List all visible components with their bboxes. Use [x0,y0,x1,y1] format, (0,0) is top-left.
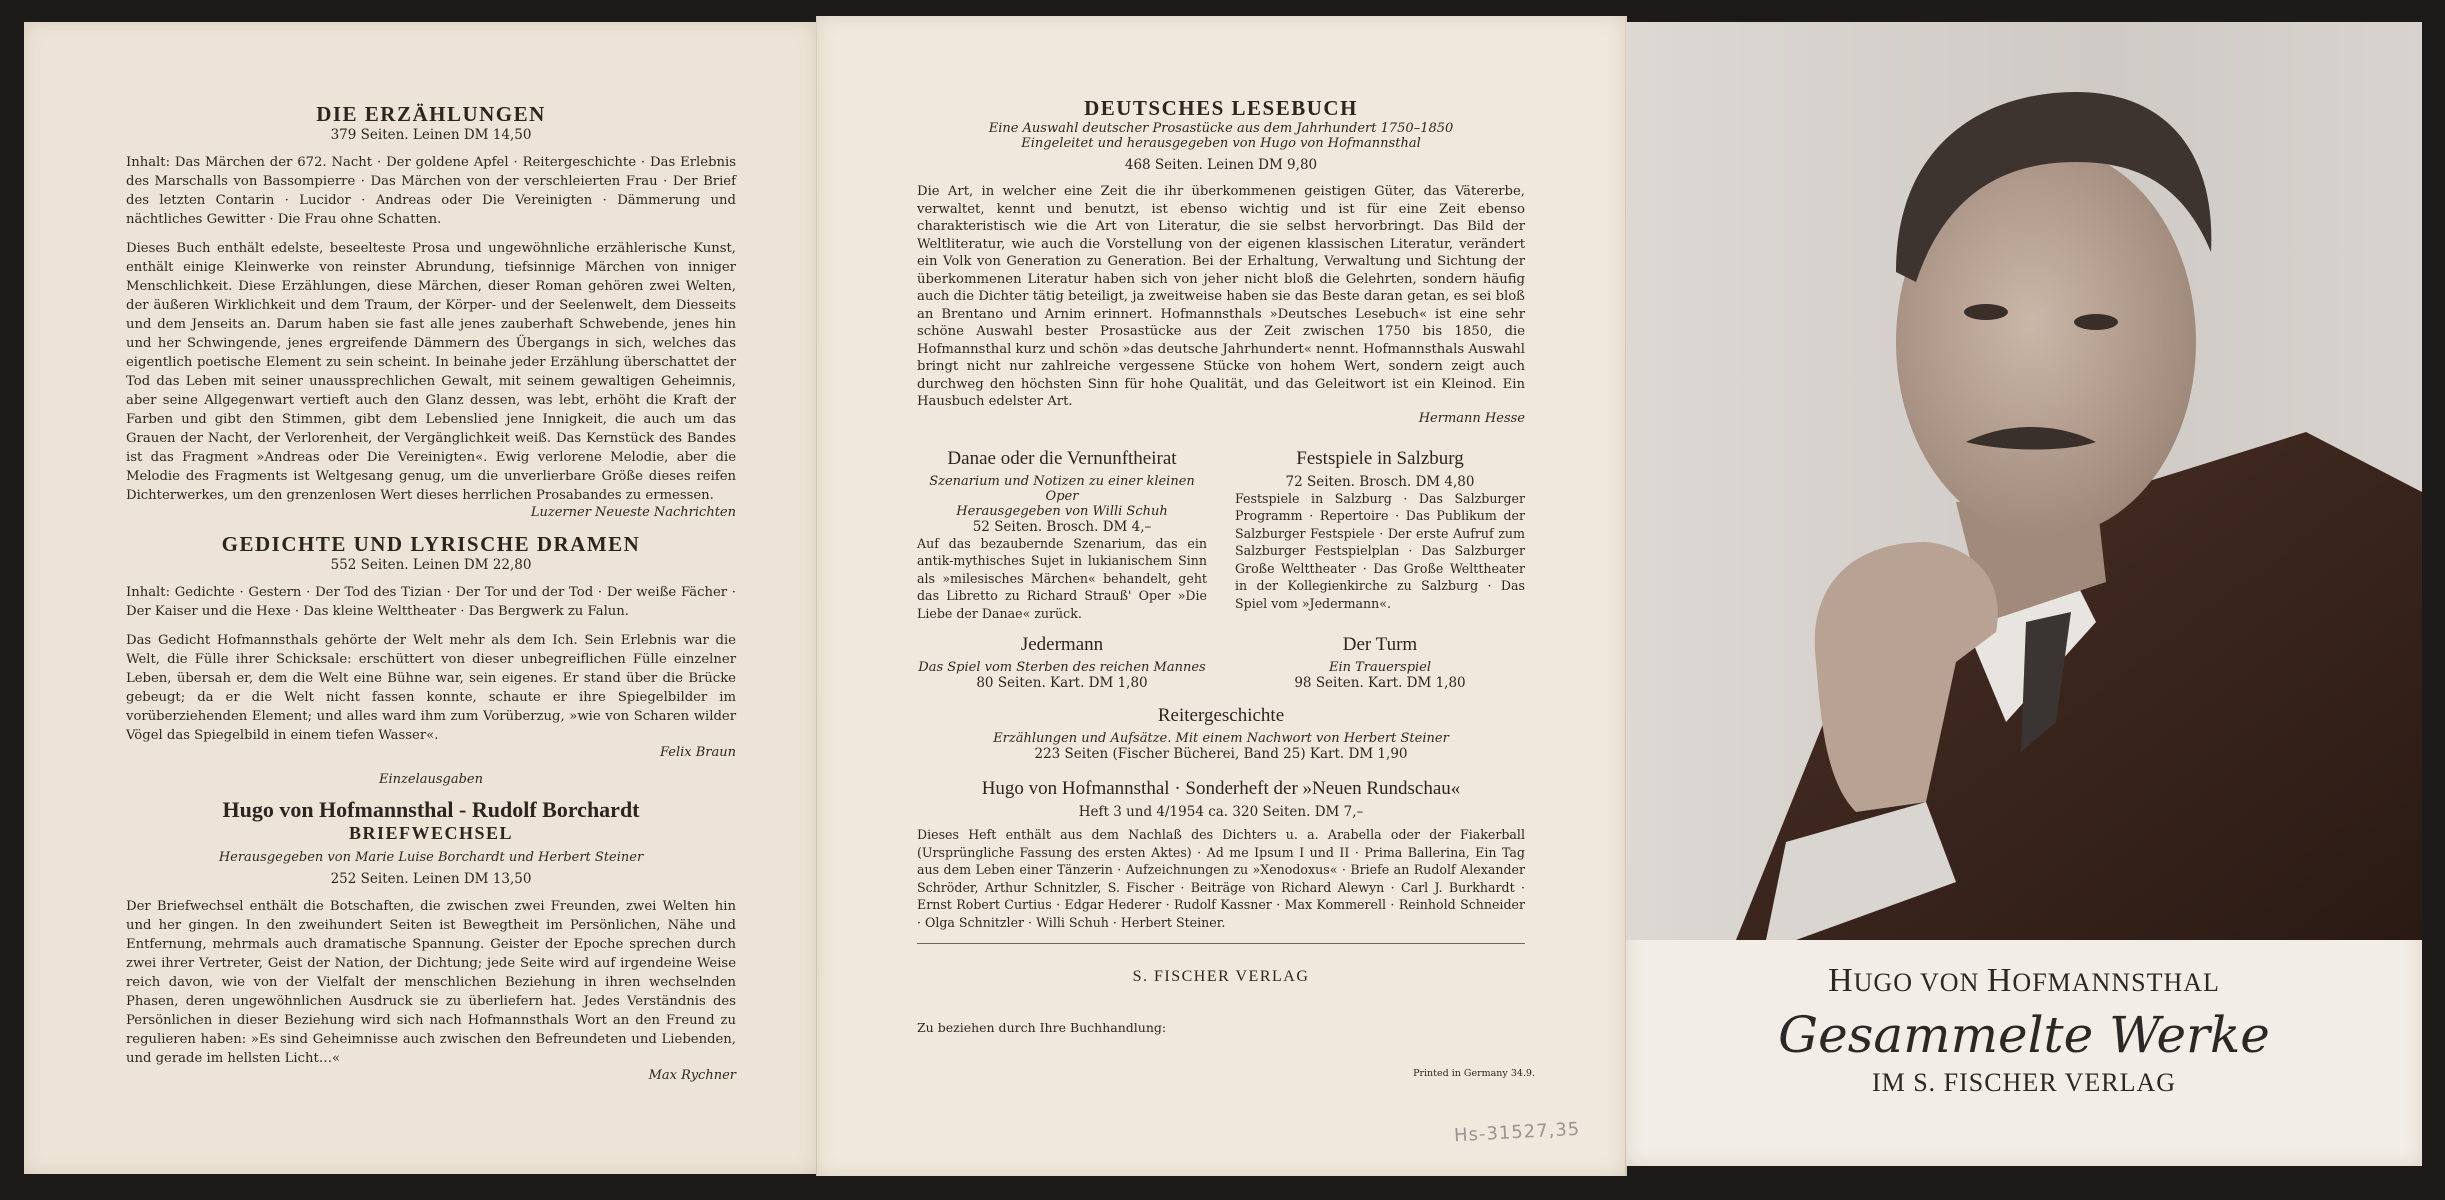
danae-sub2: Herausgegeben von Willi Schuh [956,503,1168,519]
author-initial-2: H [1986,962,2013,999]
jedermann-title: Jedermann [1020,634,1104,655]
author-part-1: UGO VON [1853,968,1987,997]
briefwechsel-review: Der Briefwechsel enthält die Botschaften, die zwischen zwei Freunden, zwei Welten hin und her gingen. In den zweihundert Seiten ist Bewegtheit im Persönlichen, Nähe und Entfernung, mehrmals auch dramatische Spannung. Geister der Epoche sprechen durch zwei ihrer Vertreter, Geist der Nation, der Dichtung; jede Seite wird auf irgendeine Weise reich davon, wie von der Vielfalt der menschlichen Beziehung in ihren wechselnden Phasen, deren ungewöhnlichen Ausdruck sie zu überliefern hat. Jedes Verständnis des Persönlichen in dieser Beziehung wird sich nach Hofmannsthals Wort an den Freund zu regulieren haben: »Es sind Geheimnisse auch zwischen den Befreundeten und Liebenden, und gerade im hellsten Licht…« [126,899,736,1066]
portrait-illustration [1626,22,2422,940]
danae-sub1: Szenarium und Notizen zu einer kleinen Oper [929,473,1195,504]
cover-title-block [1626,962,2422,1098]
reiter-item [917,705,1525,762]
danae-meta: 52 Seiten. Brosch. DM 4,– [972,518,1152,535]
gedichte-section [126,532,736,760]
author-part-2: OFMANNSTHAL [2012,968,2220,997]
shelfmark: Hs-31527,35 [1453,1118,1581,1147]
printed-note: Printed in Germany 34.9. [1413,1068,1535,1079]
erzaehlungen-source: Luzerner Neueste Nachrichten [530,505,736,520]
works-row-1 [917,448,1525,623]
lesebuch-source: Hermann Hesse [1418,410,1525,426]
jedermann-item [917,634,1207,691]
reiter-sub: Erzählungen und Aufsätze. Mit einem Nachwort von Herbert Steiner [993,731,1449,746]
sonderheft-item [917,778,1525,931]
danae-text: Auf das bezaubernde Szenarium, das ein antik-mythisches Sujet in lukianischem Sinn als »milesisches Märchen« behandelt, geht das Libretto zu Richard Strauß' Oper »Die Liebe der Danae« zurück. [917,535,1207,621]
buy-note: Zu beziehen durch Ihre Buchhandlung: [917,1020,1167,1035]
turm-meta: 98 Seiten. Kart. DM 1,80 [1294,675,1466,691]
collection-title: Gesammelte Werke [1778,1006,2270,1064]
reiter-meta: 223 Seiten (Fischer Bücherei, Band 25) Kart. DM 1,90 [1034,746,1408,762]
sonderheft-meta: Heft 3 und 4/1954 ca. 320 Seiten. DM 7,– [1078,804,1364,820]
turm-sub: Ein Trauerspiel [1328,660,1432,675]
festspiele-meta: 72 Seiten. Brosch. DM 4,80 [1285,473,1475,490]
lesebuch-title: DEUTSCHES LESEBUCH [1084,96,1358,120]
festspiele-title: Festspiele in Salzburg [1296,447,1464,469]
danae-title: Danae oder die Vernunftheirat [947,447,1177,469]
erzaehlungen-title: DIE ERZÄHLUNGEN [316,102,546,126]
einzelausgaben-label: Einzelausgaben [379,772,483,787]
lesebuch-sub2: Eingeleitet und herausgegeben von Hugo von Hofmannsthal [1021,136,1421,151]
erzaehlungen-meta: 379 Seiten. Leinen DM 14,50 [330,127,532,143]
author-name [1626,962,2422,1000]
turm-title: Der Turm [1342,634,1418,655]
jedermann-meta: 80 Seiten. Kart. DM 1,80 [976,675,1148,691]
turm-item [1235,634,1525,691]
briefwechsel-editors: Herausgegeben von Marie Luise Borchardt und Herbert Steiner [218,850,644,865]
gedichte-review: Das Gedicht Hofmannsthals gehörte der Welt mehr als dem Ich. Sein Erlebnis war die Welt, die Fülle ihrer Schicksale: erschüttert von dieser unbegreiflichen Fülle einzelner Leben, übersah er, dem die Welt eine Bühne war, sein eigenes. Er stand über die Brücke gebeugt; da er die Welt nicht fassen konnte, schaute er ihre Spiegelbilder im vorüberziehenden Element; und alles ward ihm zum Vorüberzug, »wie von Scharen wilder Vögel das Spiegelbild in einem tiefen Wasser«. [126,633,736,743]
erzaehlungen-section [126,102,736,520]
reiter-title: Reitergeschichte [1157,705,1285,726]
gedichte-contents: Inhalt: Gedichte · Gestern · Der Tod des Tizian · Der Tor und der Tod · Der weiße Fächer · Der Kaiser und die Hexe · Das kleine Welttheater · Das Bergwerk zu Falun. [126,585,736,619]
gedichte-source: Felix Braun [659,745,736,760]
briefwechsel-meta: 252 Seiten. Leinen DM 13,50 [330,871,532,887]
danae-item [917,448,1207,623]
works-row-2 [917,634,1525,691]
sonderheft-title: Hugo von Hofmannsthal · Sonderheft der »Neuen Rundschau« [981,778,1461,799]
briefwechsel-subtitle: BRIEFWECHSEL [348,823,514,843]
erzaehlungen-review: Dieses Buch enthält edelste, beseeltestе Prosa und ungewöhnliche erzählerische Kunst, enthält einige Kleinwerke von reinster Abrundung, tiefsinnige Märchen von inniger Menschlichkeit. Diese Erzählungen, diese Märchen, dieser Roman gehören zwei Welten, der äußeren Wirklichkeit und dem Traum, der Körper- und der Seelenwelt, dem Diesseits und dem Jenseits an. Darum haben sie fast alle jenes zauberhaft Schwebende, jenes hin und her Schwingende, jenes ergreifende Dämmern des Übergangs in sich, welches das eigentlich poetische Element zu sein scheint. In beinahe jeder Erzählung überschattet der Tod das Leben mit seiner unausspreсhlichen Gewalt, mit seinem gewaltigen Geheimnis, aber seine Allgegenwart vertieft auch den Glanz dessen, was lebt, erhöht die Kraft der Farben und gibt den Stimmen, gibt dem Lebenslied jene Innigkeit, die auch um das Grauen der Nacht, der Verlorenheit, der Vergänglichkeit weiß. Das Kernstück des Bandes ist das Fragment »Andreas oder Die Vereinigten«. Ewig verlorene Melodie, aber die Melodie des Fragments ist Weltgesang genug, um die unverlierbare Größe dieses reifen Dichterwerkes, um den grenzenlosen Wert dieses herrlichen Prosabandes zu ermessen. [126,241,736,503]
sonderheft-text: Dieses Heft enthält aus dem Nachlaß des Dichters u. a. Arabella oder der Fiakerball (Ursprüngliche Fassung des ersten Aktes) · Ad me Ipsum I und II · Prima Ballerina, Ein Tag aus dem Leben einer Tänzerin · Aufzeichnungen zu »Xenodoxus« · Briefe an Rudolf Alexander Schröder, Arthur Schnitzler, S. Fischer · Beiträge von Richard Alewyn · Carl J. Burkhardt · Ernst Robert Curtius · Edgar Hederer · Rudolf Kassner · Max Kommerell · Reinhold Schneider · Olga Schnitzler · Willi Schuh · Herbert Steiner. [917,827,1525,930]
briefwechsel-source: Max Rychner [648,1068,736,1083]
portrait-photo [1626,22,2422,940]
lesebuch-meta: 468 Seiten. Leinen DM 9,80 [1124,157,1318,173]
einzelausgaben-section [126,772,736,1083]
lesebuch-review: Die Art, in welcher eine Zeit die ihr überkommenen geistigen Güter, das Vätererbe, verwaltet, kennt und benutzt, ist ebenso wichtig und ist für eine Zeit ebenso charakteristisch wie die Art von Literatur, die sie selbst hervorbringt. Das Bild der Weltliteratur, wie auch die Vorstellung von der eigenen klassischen Literatur, verändert ein Volk von Generation zu Generation. Bei der Erhaltung, Verwaltung und Sichtung der überkommenen Literatur haben sich von jeher nicht bloß die Gelehrten, sondern häufig auch die Dichter tätig beteiligt, ja zweitweise haben sie das Beste daran getan, es sei bloß an Brentano und Arnim erinnert. Hofmannsthals »Deutsches Lesebuch« ist eine sehr schöne Auswahl bester Prosastücke aus der Zeit zwischen 1750 bis 1850, die Hofmannsthal kurz und schön »das deutsche Jahrhundert« nennt. Hofmannsthals Auswahl bringt nicht nur zahlreiche vergessene Stücke von hohem Wert, sondern zeigt auch durchweg den höchsten Sinn für hohe Qualität, und das Geleitwort ist ein Kleinod. Ein Hausbuch edelster Art. [917,184,1525,409]
left-panel [24,22,816,1174]
divider [917,943,1525,944]
lesebuch-sub1: Eine Auswahl deutscher Prosastücke aus dem Jahrhundert 1750–1850 [988,121,1454,136]
gedichte-title: GEDICHTE UND LYRISCHE DRAMEN [221,532,641,556]
jedermann-sub: Das Spiel vom Sterben des reichen Mannes [918,660,1206,675]
author-initial-1: H [1828,962,1854,999]
publisher-name: S. FISCHER VERLAG [1132,968,1310,985]
middle-panel [817,16,1625,1176]
gedichte-meta: 552 Seiten. Leinen DM 22,80 [330,557,532,573]
briefwechsel-title: Hugo von Hofmannsthal - Rudolf Borchardt [222,797,640,822]
cover-panel [1626,22,2422,1166]
erzaehlungen-contents: Inhalt: Das Märchen der 672. Nacht · Der goldene Apfel · Reitergeschichte · Das Erlebnis des Marschalls von Bassompierre · Das Märchen von der verschleierten Frau · Der Brief des letzten Contarin · Lucidor · Andreas oder Die Vereinigten · Dämmerung und nächtliches Gewitter · Die Frau ohne Schatten. [126,155,736,227]
festspiele-text: Festspiele in Salzburg · Das Salzburger Programm · Repertoire · Das Publikum der Salzburger Festspiele · Der erste Aufruf zum Salzburger Festspielplan · Das Salzburger Große Welttheater · Das Große Welttheater in der Kollegienkirche zu Salzburg · Das Spiel vom »Jedermann«. [1235,490,1525,611]
festspiele-item [1235,448,1525,623]
cover-publisher: IM S. FISCHER VERLAG [1871,1068,2177,1097]
